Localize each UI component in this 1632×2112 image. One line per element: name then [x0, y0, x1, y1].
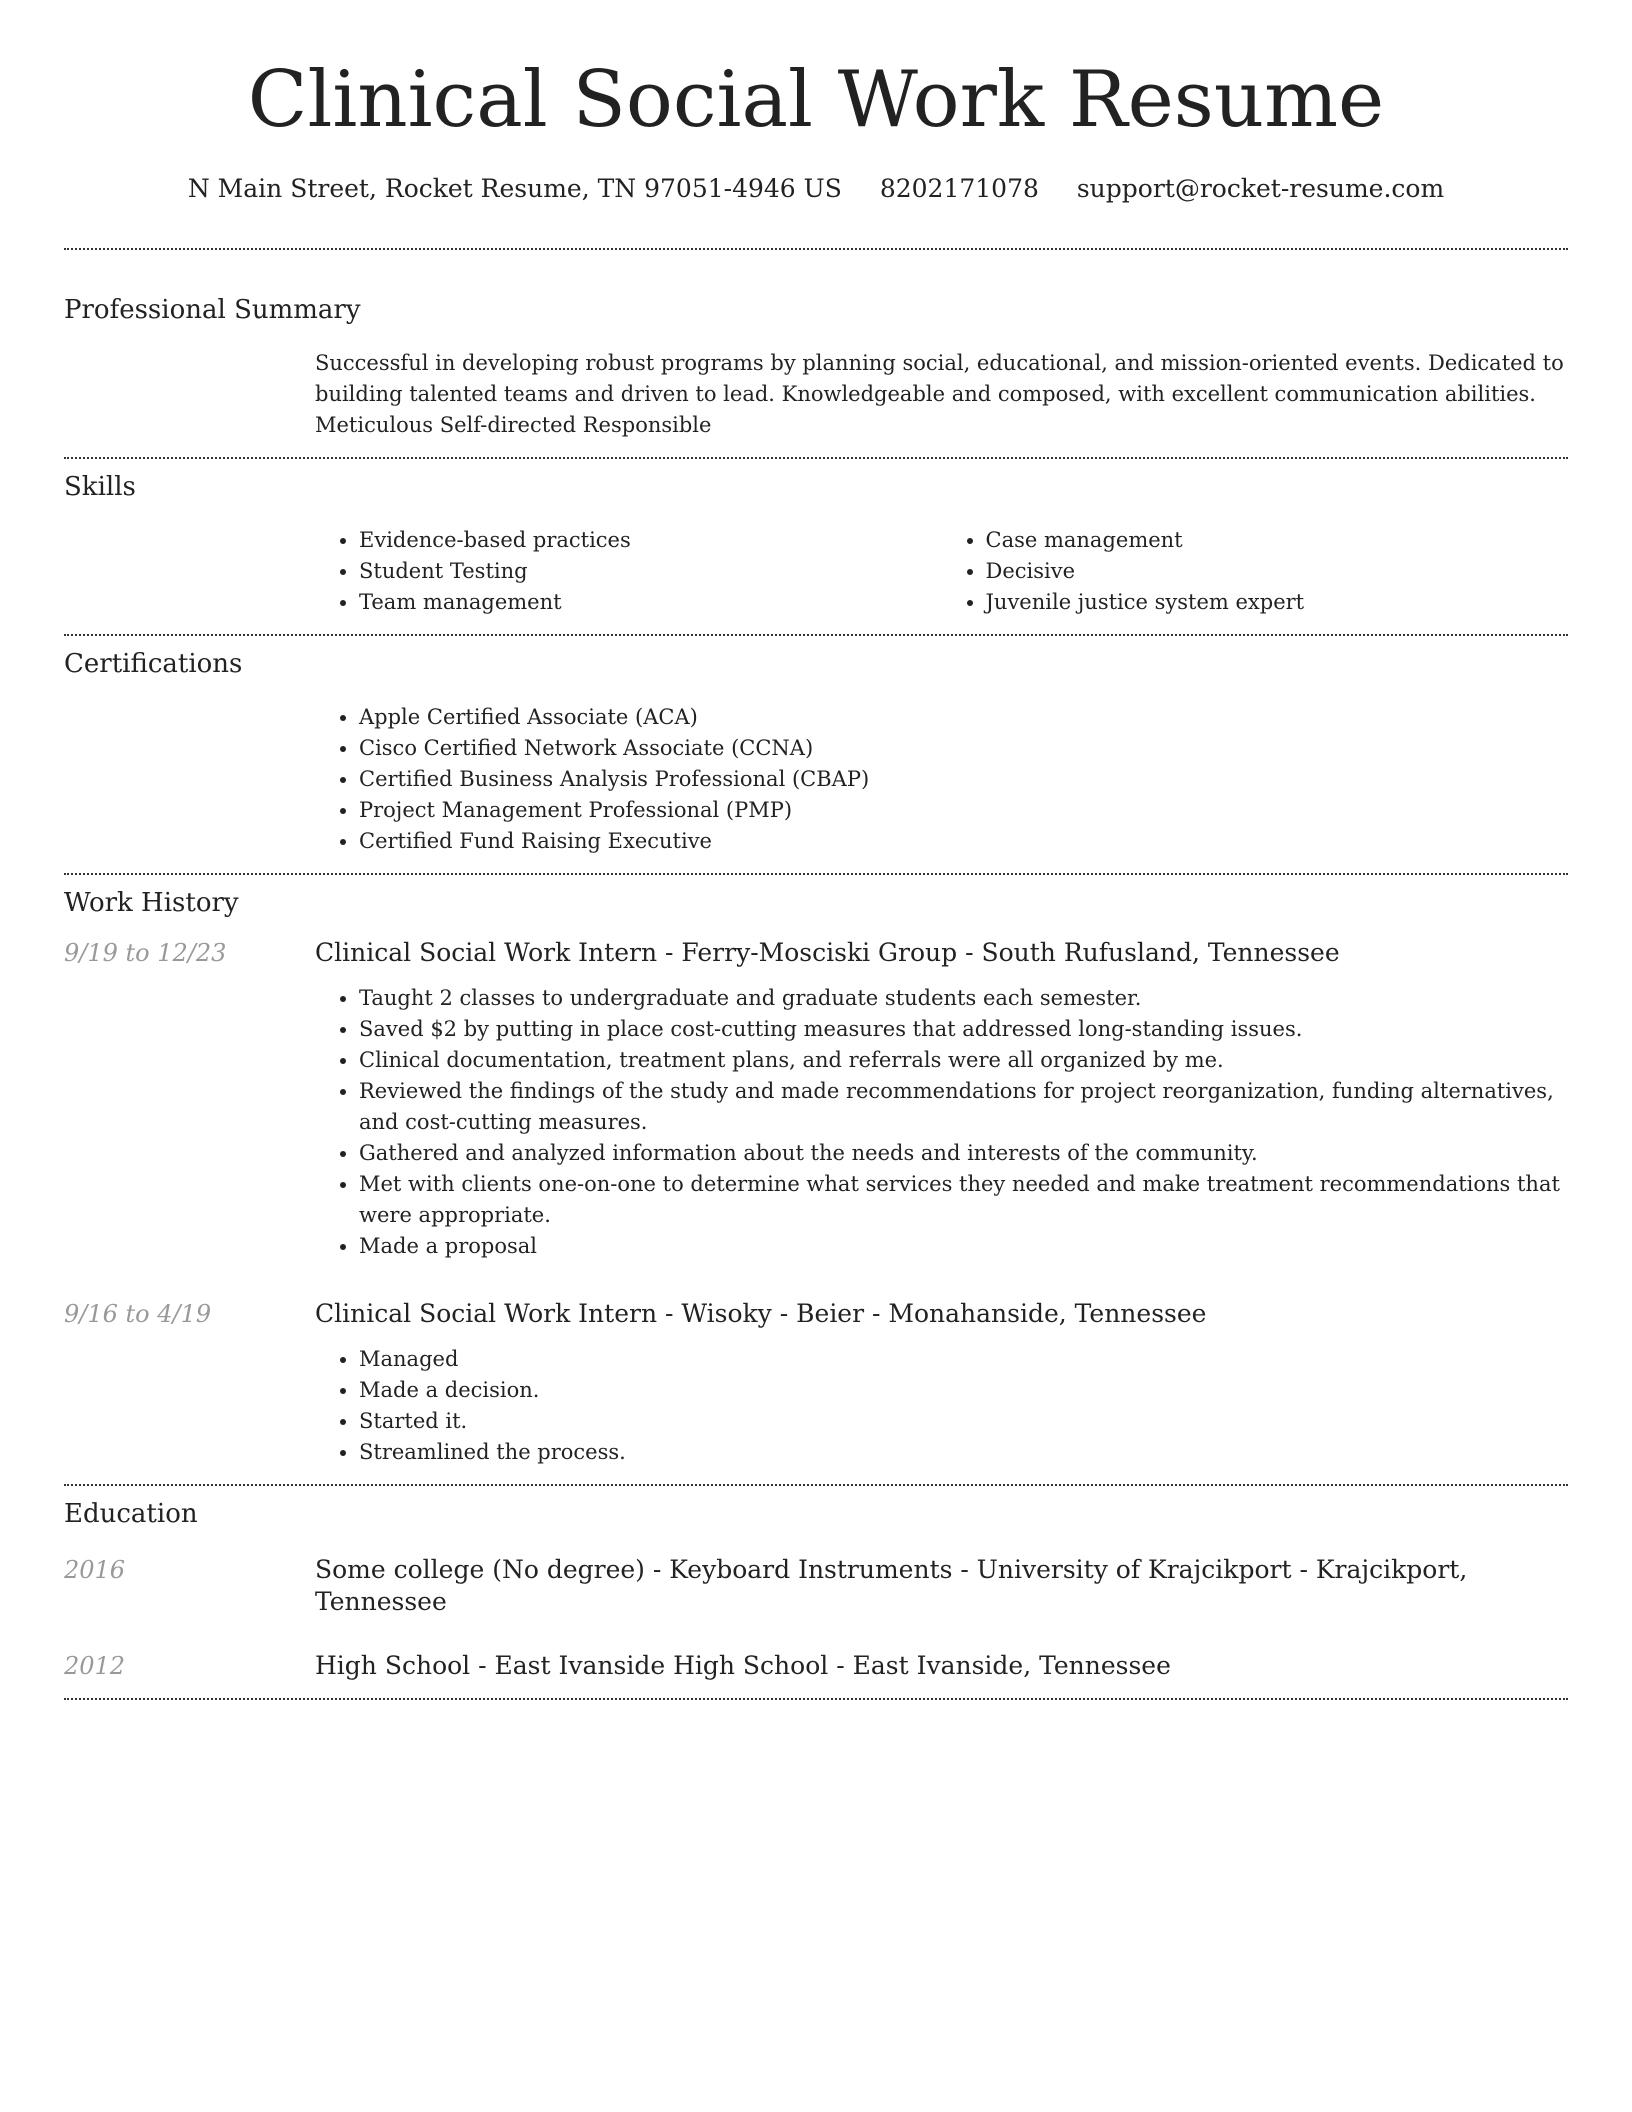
education-section: [64, 1486, 1568, 1698]
certification-item: • Certified Fund Raising Executive: [359, 826, 1568, 857]
work-bullet: • Managed: [359, 1344, 1568, 1375]
education-school: - East Ivanside High School - East Ivanside, Tennessee: [470, 1651, 1171, 1680]
work-date: 9/16 to 4/19: [64, 1300, 212, 1328]
work-heading: [315, 1298, 1206, 1330]
skill-item: • Evidence-based practices: [359, 525, 942, 556]
certifications-list: [315, 702, 1568, 857]
work-bullet: • Started it.: [359, 1406, 1568, 1437]
section-title-skills: Skills: [64, 472, 136, 502]
section-title-summary: Professional Summary: [64, 295, 361, 325]
education-entry: [64, 1554, 1568, 1618]
work-bullet: • Clinical documentation, treatment plans, and referrals were all organized by me.: [359, 1045, 1568, 1076]
work-bullet: • Taught 2 classes to undergraduate and graduate students each semester.: [359, 983, 1568, 1014]
certifications-section: [64, 636, 1568, 873]
contact-email: support@rocket-resume.com: [1076, 174, 1445, 203]
skill-item: • Juvenile justice system expert: [986, 587, 1569, 618]
education-heading: [315, 1554, 1568, 1618]
work-bullet: • Made a proposal: [359, 1231, 1568, 1262]
work-heading: [315, 937, 1340, 969]
contact-address: N Main Street, Rocket Resume, TN 97051-4946 US: [187, 174, 842, 203]
work-bullet: • Saved $2 by putting in place cost-cutting measures that addressed long-standing issues.: [359, 1014, 1568, 1045]
work-bullet-list: [315, 983, 1568, 1262]
skill-item: • Decisive: [986, 556, 1569, 587]
work-role: Clinical Social Work Intern: [315, 938, 658, 967]
work-date: 9/19 to 12/23: [64, 939, 227, 967]
divider: [64, 1698, 1568, 1700]
work-bullets: [315, 983, 1568, 1262]
resume-title: Clinical Social Work Resume: [247, 55, 1385, 145]
skill-item: • Student Testing: [359, 556, 942, 587]
work-history-section: [64, 875, 1568, 1484]
education-degree: High School: [315, 1651, 471, 1680]
section-title-certifications: Certifications: [64, 649, 243, 679]
education-entry: [64, 1650, 1568, 1682]
contact-phone: 8202171078: [879, 174, 1039, 203]
work-bullet: • Reviewed the findings of the study and made recommendations for project reorganization, funding alternatives, and cost-cutting measures.: [359, 1076, 1568, 1138]
certification-item: • Certified Business Analysis Professional (CBAP): [359, 764, 1568, 795]
work-bullets: [315, 1344, 1568, 1468]
skills-list-left: [315, 525, 942, 618]
skill-item: • Case management: [986, 525, 1569, 556]
work-bullet: • Met with clients one-on-one to determine what services they needed and make treatment recommendations that were appropriate.: [359, 1169, 1568, 1231]
education-date: 2012: [64, 1652, 126, 1680]
resume-header: [64, 0, 1568, 204]
work-bullet: • Streamlined the process.: [359, 1437, 1568, 1468]
work-bullet: • Made a decision.: [359, 1375, 1568, 1406]
work-role: Clinical Social Work Intern: [315, 1299, 658, 1328]
education-degree: Some college (No degree): [315, 1555, 645, 1584]
skill-item: • Team management: [359, 587, 942, 618]
skills-list-right: [942, 525, 1569, 618]
work-bullet-list: [315, 1344, 1568, 1468]
work-bullet: • Gathered and analyzed information about the needs and interests of the community.: [359, 1138, 1568, 1169]
skills-section: [64, 459, 1568, 634]
work-employer: - Ferry-Mosciski Group - South Rufusland, Tennessee: [657, 938, 1340, 967]
skills-columns: [315, 525, 1568, 618]
work-entry-heading: [64, 937, 1568, 969]
section-title-education: Education: [64, 1499, 198, 1529]
contact-line: [64, 174, 1568, 204]
education-heading: [315, 1650, 1171, 1682]
work-entry-heading: [64, 1298, 1568, 1330]
summary-section: [64, 250, 1568, 457]
certification-item: • Cisco Certified Network Associate (CCNA): [359, 733, 1568, 764]
education-school: - Keyboard Instruments - University of Krajcikport - Krajcikport, Tennessee: [315, 1555, 1468, 1616]
certifications-list-wrap: [315, 702, 1568, 857]
certification-item: • Apple Certified Associate (ACA): [359, 702, 1568, 733]
work-employer: - Wisoky - Beier - Monahanside, Tennessee: [657, 1299, 1207, 1328]
education-date: 2016: [64, 1556, 126, 1584]
section-title-work: Work History: [64, 888, 239, 918]
certification-item: • Project Management Professional (PMP): [359, 795, 1568, 826]
summary-text: Successful in developing robust programs by planning social, educational, and mission-oriented events. Dedicated to building talented teams and driven to lead. Knowledgeable and composed, with excellent communication abilities. Meticulous Self-directed Responsible: [315, 351, 1564, 437]
